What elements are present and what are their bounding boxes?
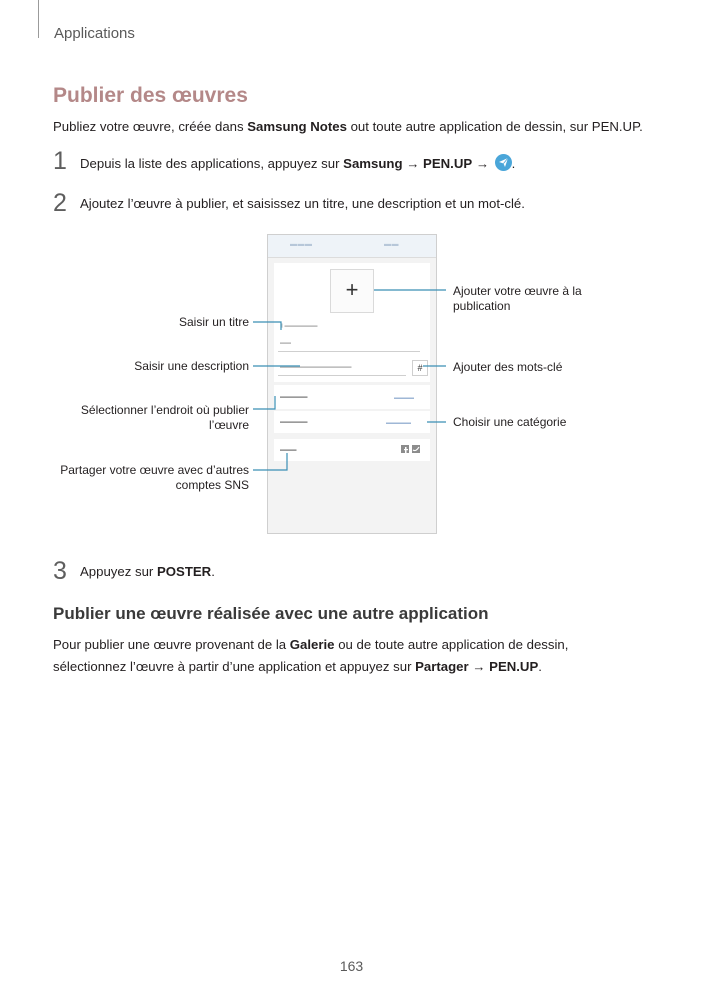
subsection-line-2: sélectionnez l’œuvre à partir d’une application et appuyez sur Partager → PEN.UP.	[53, 659, 542, 674]
callout-description: Saisir une description	[134, 359, 249, 373]
callout-category: Choisir une catégorie	[453, 415, 567, 429]
callout-line-share	[253, 453, 287, 470]
callout-share: Partager votre œuvre avec d’autres comptes SNS	[60, 463, 249, 492]
callout-location: Sélectionner l’endroit où publier l’œuvre	[80, 403, 249, 432]
intro-paragraph: Publiez votre œuvre, créée dans Samsung Notes out toute autre application de dessin, sur PEN.UP.	[53, 119, 643, 134]
step-3-text: Appuyez sur POSTER.	[80, 564, 215, 579]
phone-category-value: ▬▬▬▬▬	[386, 420, 411, 426]
step-2-number: 2	[53, 189, 67, 217]
phone-share-label: ▬▬▬	[280, 447, 297, 453]
phone-location-value: ▬▬▬▬	[394, 395, 414, 401]
step-2-text: Ajoutez l’œuvre à publier, et saisissez un titre, une description et un mot-clé.	[80, 196, 525, 211]
phone-category-label: ▬▬▬▬▬	[280, 419, 308, 425]
plus-icon: +	[345, 277, 359, 302]
hash-icon[interactable]: #	[412, 360, 428, 376]
phone-tab-left: ▬▬▬	[290, 241, 313, 248]
subsection-line-1: Pour publier une œuvre provenant de la Galerie ou de toute autre application de dessin,	[53, 637, 569, 652]
callout-title: Saisir un titre	[178, 315, 249, 329]
callout-add-artwork: Ajouter votre œuvre à la publication	[453, 284, 582, 313]
step-1-number: 1	[53, 147, 67, 175]
callout-keywords: Ajouter des mots-clé	[453, 360, 563, 374]
step-1-text: Depuis la liste des applications, appuyez sur Samsung → PEN.UP → .	[80, 156, 516, 171]
phone-tab-right: ▬▬	[384, 241, 399, 248]
callout-line-title	[253, 322, 281, 330]
section-label: Applications	[54, 25, 135, 42]
subsection-title: Publier une œuvre réalisée avec une autre application	[53, 604, 489, 623]
phone-label-text: ▮ ▬▬▬▬▬▬	[280, 323, 318, 329]
callout-line-location	[253, 396, 275, 409]
phone-title-field[interactable]: ▬▬	[280, 340, 291, 346]
step-3-number: 3	[53, 557, 67, 585]
phone-description-field[interactable]: ▬▬▬▬▬▬▬▬▬▬▬▬▬	[280, 364, 352, 370]
phone-location-label: ▬▬▬▬▬	[280, 394, 308, 400]
page-title: Publier des œuvres	[53, 84, 248, 107]
page-number: 163	[339, 958, 364, 974]
